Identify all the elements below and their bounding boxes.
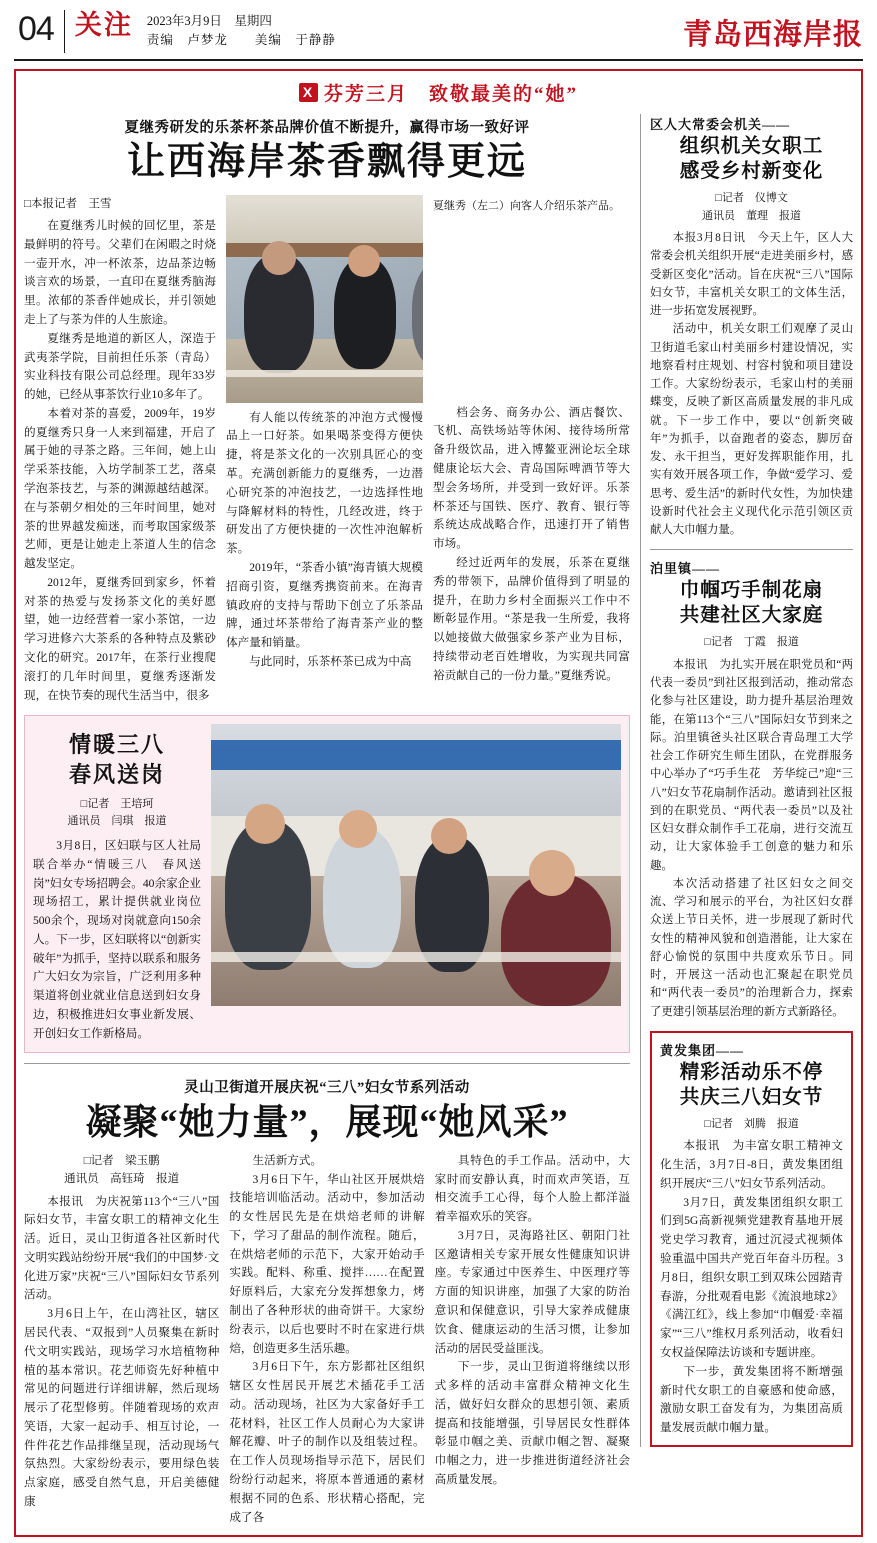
masthead xyxy=(14,10,863,61)
lead-column-3 xyxy=(433,195,630,706)
editors-line: 责编 卢梦龙 美编 于静静 xyxy=(146,33,336,48)
right-block-1-body: 本报3月8日讯 今天上午，区人大常委会机关组织开展“走进美丽乡村，感受新区变化”活动。旨在庆祝“三八”国际妇女节，丰富机关女职工的文体生活，进一步拓宽发展视野。 活动中，机关女职工们观摩了灵山卫街道毛家山村美丽乡村建设情况，实地察看村庄规划、村容村貌和项目建设工作。大家纷纷表示，毛家山村的美丽蝶变，反映了新区高质量发展的非凡成就。下一步工作中，要以“创新突破年”为抓手，以奋跑者的姿态，脚厉奋发、永干担当，更好发挥职能作用，扎实有效开展各项工作，争做“爱学习、爱思考、爱生活”的新时代女性，为加快建设新时代社会主义现代化示范引领区贡献人大巾帼力量。 xyxy=(650,232,853,537)
bottom-column-2 xyxy=(229,1152,424,1528)
right-block-1-byline: □记者 仪博文 通讯员 董理 报道 xyxy=(702,191,801,222)
lead-col3-text: 档会务、商务办公、酒店餐饮、飞机、高铁场站等休闲、接待场所常备升级饮品，进入博鳌亚洲论坛全球健康论坛大会、青岛国际啤酒节等大型会务场所，并受到一致好评。乐茶杯茶还与国铁、医疗、教育、银行等系统达成战略合作，迅速打开了销售市场。 经过近两年的发展，乐茶在夏继秀的带领下，品牌价值得到了明显的提升，在助力乡村全面振兴工作中不断彰显作用。“茶是我一生所爱，我将以她接做大做强家乡茶产业为目标，持续带动老百姓增收，为实现共同富裕贡献自己的一份力量。”夏继秀说。 xyxy=(433,405,630,682)
right-boxed-byline: □记者 刘腾 报道 xyxy=(704,1117,799,1130)
bottom-column-1 xyxy=(24,1152,219,1528)
page-body xyxy=(24,114,853,1527)
masthead-info xyxy=(147,10,683,51)
bottom-headline: 凝聚“她力量”，展现“她风采” xyxy=(85,1101,569,1142)
lead-byline: □本报记者 王雪 xyxy=(24,197,112,210)
section-title: 关注 xyxy=(74,10,133,40)
banner-title: 芬芳三月 致敬最美的“她” xyxy=(323,84,578,105)
pink-feature-byline: □记者 王培珂 通讯员 闫琪 报道 xyxy=(67,797,167,828)
pink-feature-body: 3月8日，区妇联与区人社局联合举办“情暖三八 春风送岗”妇女专场招聘会。40余家企业现场招工，累计提供就业岗位500余个，现场对岗就意向150余人。下一步，区妇联将以“创新实破年”为抓手，坚持以联系和服务广大妇女为宗旨，广泛利用多种渠道将创业就业信息送到妇女身边，积极推进妇女事业新发展、开创妇女工作新格局。 xyxy=(33,838,201,1040)
bottom-col3-text: 具特色的手工作品。活动中，大家时而安静认真，时而欢声笑语，互相交流手工心得，每个人脸上都洋溢着幸福欢乐的笑容。 3月7日，灵海路社区、朝阳门社区邀请相关专家开展女性健康知识讲座。专家通过中医养生、中医理疗等方面的知识讲座，加强了大家的防治意识和保健意识，引导大家养成健康饮食、健康运动的生活习惯，让参加活动的居民受益匪浅。 下一步，灵山卫街道将继续以形式多样的活动丰富群众精神文化生活，做好妇女群众的思想引领、素质提高和技能增强，引导居民女性群体彰显巾帼之美、贡献巾帼之智、凝聚巾帼之力，进一步推进街道经济社会高质量发展。 xyxy=(434,1153,630,1487)
lead-photo-content xyxy=(226,195,423,403)
right-boxed-dept: 黄发集团—— xyxy=(660,1042,745,1058)
pink-feature-text xyxy=(33,724,201,1043)
banner-title-row xyxy=(24,79,853,106)
bottom-byline: □记者 梁玉鹏 通讯员 高钰琦 报道 xyxy=(64,1154,180,1186)
right-block-2-body: 本报讯 为扎实开展在职党员和“两代表一委员”到社区报到活动，推动常态化参与社区建设，助力提升基层治理效能，在第113个“三八”国际妇女节到来之际。泊里镇爸头社区联合青岛理工大学社会工作研究生师生团队，在党群服务中心举办了“巧手生花 芳华绽己”迎“三八”妇女节花扇制作活动。邀请到社区报到的在职党员、“两代表一委员”以及社区妇女群众制作手工花扇，进行交流互动，让大家体验手工创意的魅力和乐趣。 本次活动搭建了社区妇女之间交流、学习和展示的平台，为社区妇女群众送上节日关怀，进一步展现了新时代女性的精神风貌和创造潜能，让大家在舒心愉悦的氛围中共度欢乐节日。同时，开展这一活动也汇聚起在职党员和“两代表一委员”的治理新合力，探索了更建引领基层治理的新方式新路径。 xyxy=(650,658,853,1018)
right-divider-1 xyxy=(650,549,853,550)
bottom-column-3 xyxy=(435,1152,630,1528)
x-logo-icon: X xyxy=(299,83,318,102)
right-column xyxy=(640,114,853,1447)
pink-feature-box xyxy=(24,715,630,1052)
left-zone xyxy=(24,114,630,1527)
feature-banner xyxy=(14,69,863,1537)
right-block-2-byline: □记者 丁霞 报道 xyxy=(704,636,799,649)
lead-column-1 xyxy=(24,195,216,706)
bottom-kicker: 灵山卫街道开展庆祝“三八”妇女节系列活动 xyxy=(184,1079,470,1096)
right-boxed-body: 本报讯 为丰富女职工精神文化生活，3月7日-8日，黄发集团组织开展庆“三八”妇女节系列活动。 3月7日，黄发集团组织女职工们到5G高新视频党建教育基地开展党史学习教育，通过沉浸式视频体验重温中国共产党百年奋斗历程。3月8日，组织女职工到双珠公园踏青春游，分批观看电影《流浪地球2》《满江红》，线上参加“巾帼爱·幸福家”“三八”维权月系列活动，收看妇女权益保障法访谈和专题讲座。 下一步，黄发集团将不断增强新时代女职工的自豪感和使命感，激励女职工奋发有为，为集团高质量发展贡献巾帼力量。 xyxy=(660,1139,843,1435)
paper-logo: 青岛西海岸报 xyxy=(682,19,863,51)
bottom-columns xyxy=(24,1152,630,1528)
pink-feature-title: 情暖三八 春风送岗 xyxy=(68,732,165,788)
pink-feature-photo xyxy=(211,724,621,1006)
lead-kicker: 夏继秀研发的乐茶杯茶品牌价值不断提升，赢得市场一致好评 xyxy=(124,120,530,136)
lead-photo-caption-visible: 夏继秀（左二）向客人介绍乐茶产品。 xyxy=(433,199,620,212)
pink-photo-content xyxy=(211,724,621,1006)
lead-column-2 xyxy=(226,195,423,706)
right-block-1 xyxy=(650,114,853,539)
masthead-divider xyxy=(64,10,65,53)
publication-date: 2023年3月9日 星期四 xyxy=(146,14,272,28)
right-block-2-dept: 泊里镇—— xyxy=(650,561,721,577)
lead-col2-text: 有人能以传统茶的冲泡方式慢慢品上一口好茶。如果喝茶变得方便快捷，将是茶文化的一次别具匠心的变革。充满创新能力的夏继秀，一边潜心研究茶的冲泡技艺，一边选择性地与降解材料的特性，几经改进，终于研发出了方便快捷的一次性冲泡解析茶。 2019年，“茶香小镇”海青镇大规模招商引资，夏继秀携资前来。在海青镇政府的支持与帮助下创立了乐茶品牌，通过坏茶带给了海青茶产业的整体产量和销量。 与此同时，乐茶杯茶已成为中高 xyxy=(226,410,423,668)
page-number: 04 xyxy=(18,10,54,48)
right-block-2 xyxy=(650,558,853,1021)
lead-col1-text: 在夏继秀儿时候的回忆里，茶是最鲜明的符号。父辈们在闲暇之时烧一壶开水，冲一杯浓茶，边品茶边畅谈言欢的场景，一直印在夏继秀脑海里。浓郁的茶香伴她成长，并引领她走上了与茶为伴的人生旅途。 夏继秀是地道的新区人，深造于武夷茶学院，目前担任乐茶（青岛）实业科技有限公司总经理。现年33岁的她，已经从事茶饮行业10多年了。 本着对茶的喜爱，2009年，19岁的夏继秀只身一人来到福建，开启了属于她的寻茶之路。三年间，她上山学采茶技能，入坊学制茶工艺，落桌学泡茶技艺，与茶的渊源越结越深。在与茶朝夕相处的三年时间里，她对茶的世界越发痴迷，而考取国家级茶艺师，更是让她走上茶道人生的信念越发坚定。 2012年，夏继秀回到家乡，怀着对茶的热爱与发扬茶文化的美好愿望，她一边经营着一家小茶馆，一边学习进修六大茶系的各种特点及紫砂文化的研究。2017年，在茶行业搜爬滚打的几年时间里，夏继秀逐渐发现，在快节奏的现代生活当中，很多 xyxy=(24,219,216,702)
lead-photo xyxy=(226,195,423,403)
lead-columns xyxy=(24,195,630,706)
right-boxed-article xyxy=(650,1031,853,1447)
bottom-separator xyxy=(24,1063,630,1064)
bottom-col1-text: 本报讯 为庆祝第113个“三八”国际妇女节，丰富女职工的精神文化生活。近日，灵山卫街道各社区新时代文明实践站纷纷开展“我们的中国梦·文化进万家”庆祝“三八”国际妇女节系列活动。 3月6日上午，在山湾社区，辖区居民代表、“双报到”人员聚集在新时代文明实践站，现场学习水培植物种植的基本常识。花艺师资先好种植中常见的问题进行详细讲解，然后现场展示了花型修剪。伴随着现场的欢声笑语，大家一起动手、相互讨论，一件件花艺作品排继呈现，活动现场气氛热烈。大家纷纷表示，要用绿色装点家庭，感受自然气息，开启美德健康 xyxy=(24,1194,220,1509)
right-block-1-dept: 区人大常委会机关—— xyxy=(650,117,791,132)
lead-headline: 让西海岸茶香飘得更远 xyxy=(126,141,527,183)
bottom-col2-text: 生活新方式。 3月6日下午，华山社区开展烘焙技能培训临活动。活动中，参加活动的女性居民先是在烘焙老师的讲解下，学习了甜品的制作流程。随后，在烘焙老师的示范下，大家开始动手实践。配料、称重、搅拌……在配置好原料后，大家充分发挥想象力，烤制出了各种形状的曲奇饼干。大家纷纷表示，以后也要时不时在家进行烘焙，创造更多生活乐趣。 3月6日下午，东方影都社区组织辖区女性居民开展艺术插花手工活动。活动现场，社区为大家备好手工花材料，社区工作人员耐心为大家讲解花瓣、叶子的制作以及组装过程。在工作人员现场指导示范下，居民们纷纷行动起来，将原本普通通的素材根据不同的色系、形状精心搭配，完成了各 xyxy=(229,1153,425,1524)
right-block-1-title: 组织机关女职工 感受乡村新变化 xyxy=(679,136,824,182)
right-block-2-title: 巾帼巧手制花扇 共建社区大家庭 xyxy=(679,580,824,627)
right-boxed-title: 精彩活动乐不停 共庆三八妇女节 xyxy=(679,1061,824,1108)
